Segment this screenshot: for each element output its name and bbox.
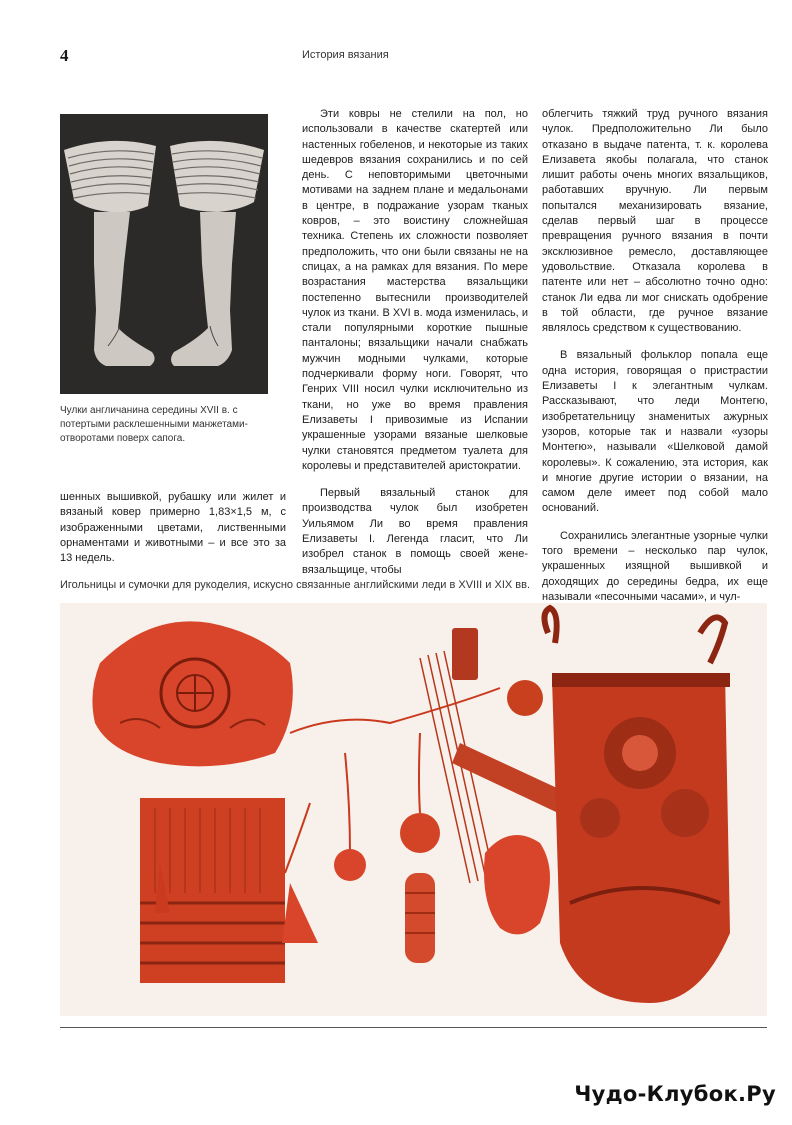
paragraph: В вязальный фольклор попала еще одна история, говорящая о пристрастии Елизаветы I к элегантным чулкам. Рассказывают, что леди Монтегю, изобретательницу знаменитых ажурных узоров, которые так и назвали «узоры Монтегю», называли «Шелковой дамой королевы». К сожалению, эта история, как и многие другие истории о вязании, на самом деле имеет под собой мало оснований. <box>542 349 768 515</box>
page-number: 4 <box>60 46 69 65</box>
paragraph: облегчить тяжкий труд ручного вязания чулок. Предположительно Ли было отказано в выдаче патента, т. к. королева Елизавета якобы полагала, что станок лишит работы очень многих вязальщиков, работавших вручную. Ли первым попытался механизировать вязание, сделав первый шаг в процессе превращения ручного вязания в почти эксклюзивное ремесло, доставляющее удовольствие. Отказала королева в патенте или нет – абсолютно точно одно: станок Ли едва ли мог снискать одобрение в той области, где ручное вязание являлось средством к существованию. <box>542 108 768 335</box>
running-header: История вязания <box>302 49 389 61</box>
paragraph: Эти ковры не стелили на пол, но использовали в качестве скатертей или настенных гобеленов, и некоторые из таких шедевров вязания сохранились и по сей день. С неповторимыми цветочными мотивами на заднем плане и медальонами в центре, в подражание узорам тканых ковров, – это воистину сложнейшая техника. Степень их сложности позволяет предположить, что они были связаны не на спицах, а на рамках для вязания. По мере возрастания мастерства вязальщики постепенно вытеснили производителей чулок из ткани. В XVI в. мода изменилась, и стали популярными короткие пышные панталоны; вязальщики начали снабжать мужчин модными чулками, которые подчеркивали форму ноги. Говорят, что Генрих VIII носил чулки исключительно из ткани, но уже во время правления Елизаветы I привозимые из Испании украшенные узорами вязаные шелковые чулки становятся предметом туалета для королевы и представителей аристократии. <box>302 108 528 472</box>
paragraph: Сохранились элегантные узорные чулки того времени – несколько пар чулок, украшенных изящной вышивкой и доходящих до середины бедра, их еще называли «песочными часами», и чул- <box>542 529 768 603</box>
crafts-photo <box>60 603 767 1016</box>
crafts-caption: Игольницы и сумочки для рукоделия, искусно связанные английскими леди в XVIII и XIX вв. <box>60 579 531 591</box>
crafts-illustration <box>60 603 767 1016</box>
paragraph: Первый вязальный станок для производства чулок был изобретен Уильямом Ли во время правления Елизаветы I. Легенда гласит, что Ли изобрел станок в помощь своей жене-вязальщице, чтобы <box>302 487 528 576</box>
text-column-left-bottom <box>60 490 286 566</box>
text-column-middle <box>302 107 528 578</box>
text-column-right <box>542 107 768 605</box>
paragraph: шенных вышивкой, рубашку или жилет и вязаный ковер примерно 1,83×1,5 м, с изображенными цветами, лиственными орнаментами и животными – и все это за 13 недель. <box>60 491 286 565</box>
stockings-photo <box>60 114 268 394</box>
site-watermark: Чудо-Клубок.Ру <box>574 1082 776 1106</box>
stockings-illustration <box>60 114 268 394</box>
bottom-rule <box>60 1027 767 1028</box>
stockings-caption: Чулки англичанина середины XVII в. с потертыми расклешенными манжетами-отворотами поверх сапога. <box>60 405 248 444</box>
